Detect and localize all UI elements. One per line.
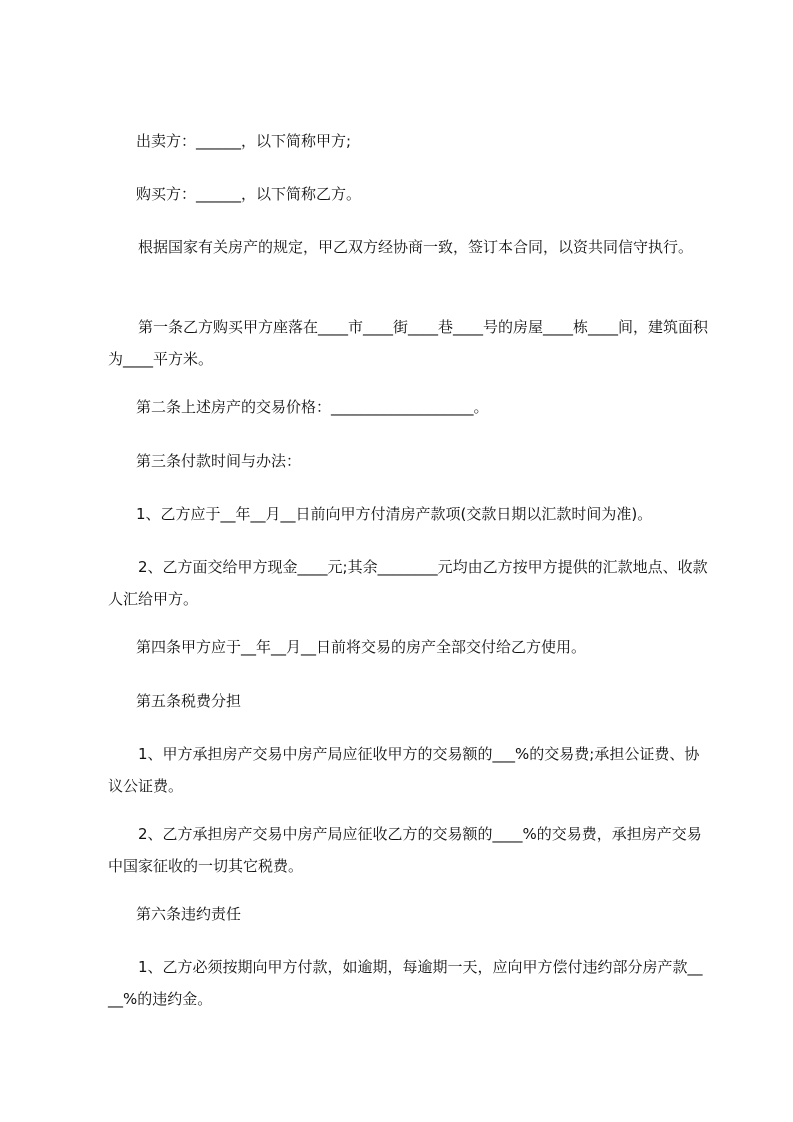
article-5-item-2: 2、乙方承担房产交易中房产局应征收乙方的交易额的____%的交易费，承担房产交易中国家征收的一切其它税费。: [108, 825, 702, 875]
article-3-item-2: 2、乙方面交给甲方现金____元;其余________元均由乙方按甲方提供的汇款地点、收款人汇给甲方。: [108, 558, 708, 608]
preamble-paragraph: 根据国家有关房产的规定，甲乙双方经协商一致，签订本合同，以资共同信守执行。: [138, 238, 694, 256]
article-3-heading: 第三条付款时间与办法：: [136, 452, 302, 470]
buyer-line: 购买方：______，以下简称乙方。: [136, 185, 362, 203]
article-5-heading: 第五条税费分担: [136, 692, 242, 710]
seller-line: 出卖方：______，以下简称甲方;: [136, 132, 352, 150]
article-6-item-1: 1、乙方必须按期向甲方付款，如逾期，每逾期一天，应向甲方偿付违约部分房产款____%的违约金。: [108, 958, 703, 1008]
article-1-paragraph: 第一条乙方购买甲方座落在____市____街____巷____号的房屋____栋____间，建筑面积为____平方米。: [108, 318, 709, 368]
article-4-paragraph: 第四条甲方应于__年__月__日前将交易的房产全部交付给乙方使用。: [136, 638, 587, 656]
article-3-item-1: 1、乙方应于__年__月__日前向甲方付清房产款项(交款日期以汇款时间为准)。: [136, 505, 653, 523]
article-5-item-1: 1、甲方承担房产交易中房产局应征收甲方的交易额的___%的交易费;承担公证费、协议公证费。: [108, 745, 700, 795]
article-6-heading: 第六条违约责任: [136, 905, 242, 923]
article-2-paragraph: 第二条上述房产的交易价格：___________________。: [136, 398, 489, 416]
